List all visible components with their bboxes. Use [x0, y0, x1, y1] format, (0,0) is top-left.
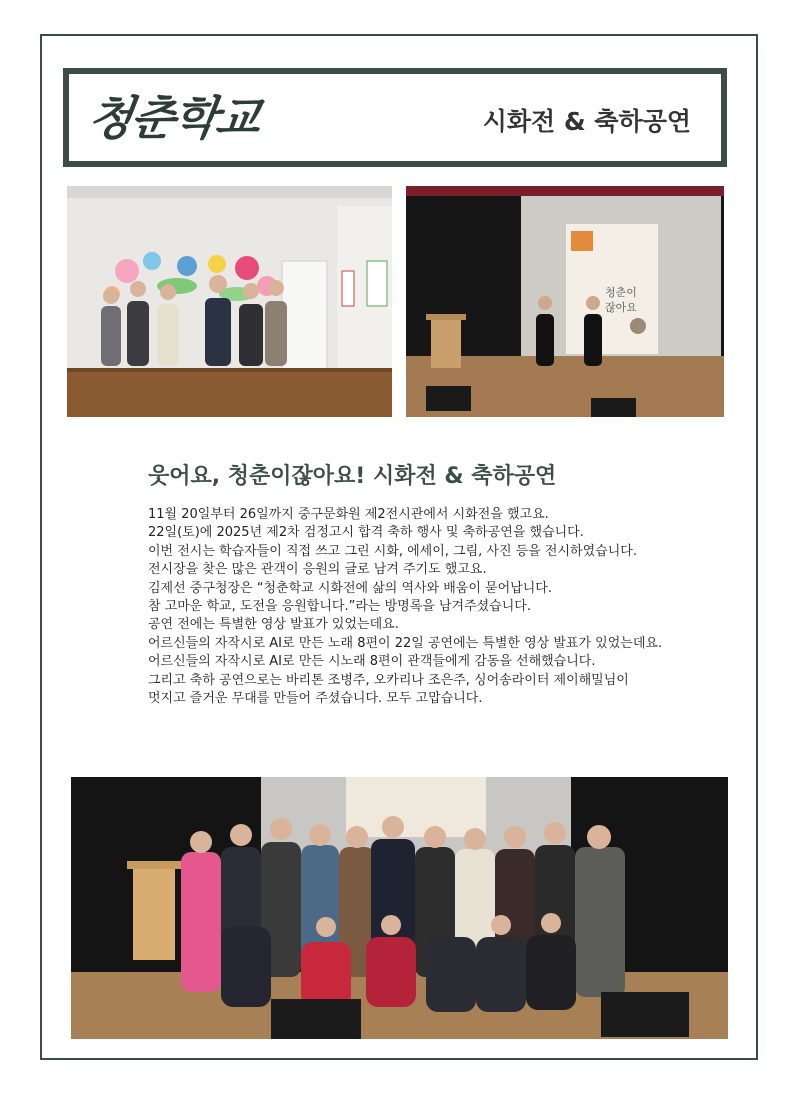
article-line: 참 고마운 학교, 도전을 응원합니다.”라는 방명록을 남겨주셨습니다.: [148, 599, 531, 615]
article-line: 전시장을 찾은 많은 관객이 응원의 글로 남겨 주기도 했고요.: [148, 562, 487, 578]
stage-screen-text-2: 잖아요: [605, 301, 637, 314]
stage-screen-text-1: 청춘이: [605, 286, 637, 299]
audience-group-photo: [71, 777, 728, 1039]
logo: 청춘학교: [84, 91, 263, 145]
gallery-group-photo: [67, 186, 392, 417]
article-line: 어르신들의 자작시로 AI로 만든 시노래 8편이 관객들에게 감동을 선해했습니다.: [148, 654, 596, 670]
article-line: 김제선 중구청장은 “청춘학교 시화전에 삶의 역사와 배움이 묻어납니다.: [148, 580, 552, 596]
header-title: 시화전 & 축하공연: [482, 107, 691, 136]
header-banner: [63, 68, 727, 167]
article-title: 웃어요, 청춘이잖아요! 시화전 & 축하공연: [148, 464, 557, 489]
article-line: 그리고 축하 공연으로는 바리톤 조병주, 오카리나 조은주, 싱어송라이터 제이해밀님이: [148, 672, 629, 688]
article-body: [148, 506, 668, 708]
article-line: 어르신들의 자작시로 AI로 만든 노래 8편이 22일 공연에는 특별한 영상 발표가 있었는데요.: [148, 635, 663, 651]
article-line: 이번 전시는 학습자들이 직접 쓰고 그린 시화, 에세이, 그림, 사진 등을 전시하였습니다.: [148, 543, 637, 559]
stage-performance-photo: [406, 186, 724, 417]
article-line: 22일(토)에 2025년 제2차 검정고시 합격 축하 행사 및 축하공연을 했습니다.: [148, 525, 584, 541]
article-line: 11월 20일부터 26일까지 중구문화원 제2전시관에서 시화전을 했고요.: [148, 507, 549, 522]
article-line: 멋지고 즐거운 무대를 만들어 주셨습니다. 모두 고맙습니다.: [148, 691, 483, 707]
article-line: 공연 전에는 특별한 영상 발표가 있었는데요.: [148, 617, 399, 633]
